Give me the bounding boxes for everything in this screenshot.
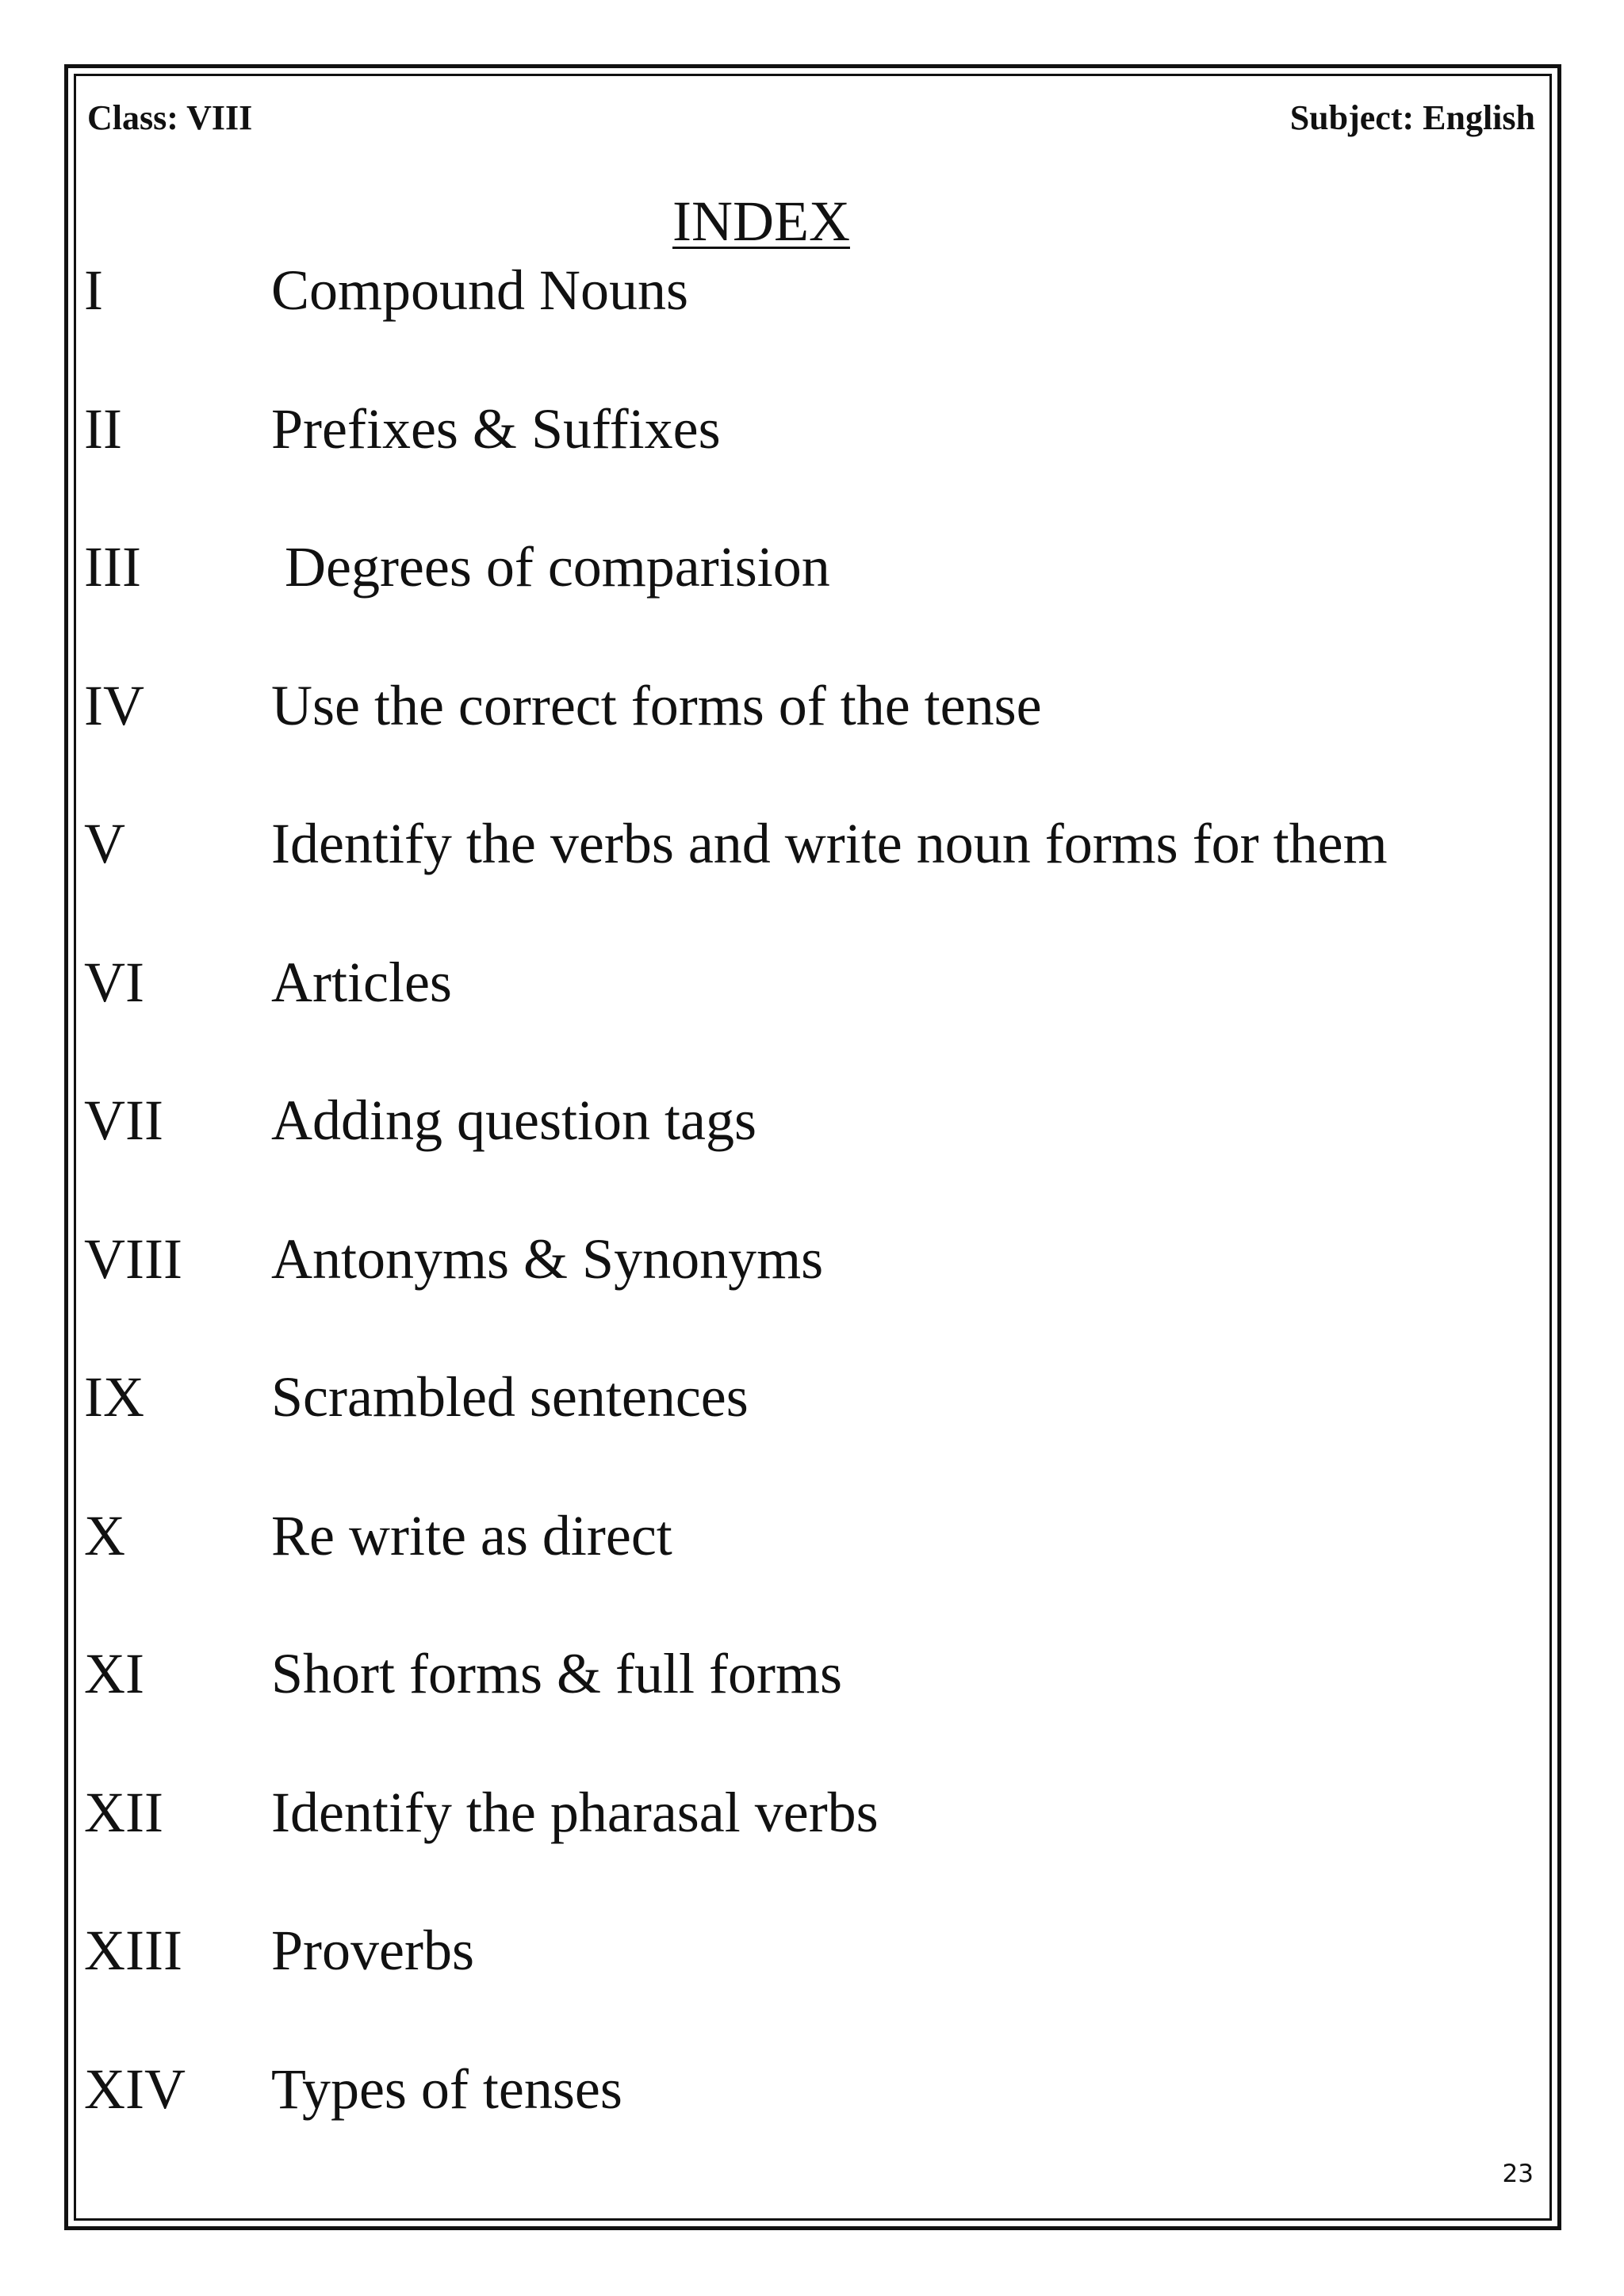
index-entry xyxy=(84,806,1496,944)
entry-label: Short forms & full forms xyxy=(271,1642,842,1705)
entry-number: VI xyxy=(84,950,144,1014)
subject-label: Subject: English xyxy=(1289,98,1535,137)
entry-label: Identify the verbs and write noun forms for them xyxy=(271,812,1388,875)
entry-number: II xyxy=(84,396,122,461)
index-entry xyxy=(84,944,1496,1083)
index-entry xyxy=(84,1221,1496,1360)
entry-label: Proverbs xyxy=(271,1919,474,1982)
entry-label: Adding question tags xyxy=(271,1089,756,1152)
entry-label: Antonyms & Synonyms xyxy=(271,1226,824,1291)
index-entry xyxy=(84,1912,1496,2051)
entry-label: Re write as direct xyxy=(271,1503,672,1567)
entry-label: Types of tenses xyxy=(271,2057,622,2121)
index-title: INDEX xyxy=(672,189,850,253)
entry-label: Use the correct forms of the tense xyxy=(271,673,1042,737)
index-entry xyxy=(84,1359,1496,1498)
entry-label: Scrambled sentences xyxy=(271,1365,749,1429)
entry-number: VIII xyxy=(84,1226,182,1291)
entry-label: Prefixes & Suffixes xyxy=(271,396,721,461)
entry-number: IV xyxy=(84,673,144,737)
entry-label: Compound Nouns xyxy=(271,258,689,322)
entry-label: Identify the pharasal verbs xyxy=(271,1780,879,1844)
index-list xyxy=(84,252,1496,2189)
entry-number: XIV xyxy=(84,2057,186,2121)
entry-number: XIII xyxy=(84,1919,182,1982)
entry-number: I xyxy=(84,258,103,322)
index-entry xyxy=(84,252,1496,391)
class-label: Class: VIII xyxy=(87,98,253,137)
index-entry xyxy=(84,1082,1496,1221)
page-number: 23 xyxy=(1502,2160,1534,2188)
entry-number: IX xyxy=(84,1365,144,1429)
index-entry xyxy=(84,529,1496,668)
entry-label: Articles xyxy=(271,950,452,1014)
entry-number: XI xyxy=(84,1642,144,1705)
index-entry xyxy=(84,1774,1496,1913)
entry-number: XII xyxy=(84,1780,163,1844)
index-entry xyxy=(84,1498,1496,1636)
index-entry xyxy=(84,391,1496,530)
index-entry xyxy=(84,1636,1496,1774)
entry-number: III xyxy=(84,535,141,599)
index-entry xyxy=(84,668,1496,806)
index-entry xyxy=(84,2051,1496,2190)
entry-number: VII xyxy=(84,1089,163,1152)
entry-number: X xyxy=(84,1503,125,1567)
entry-label: Degrees of comparision xyxy=(285,535,830,599)
entry-number: V xyxy=(84,812,125,875)
